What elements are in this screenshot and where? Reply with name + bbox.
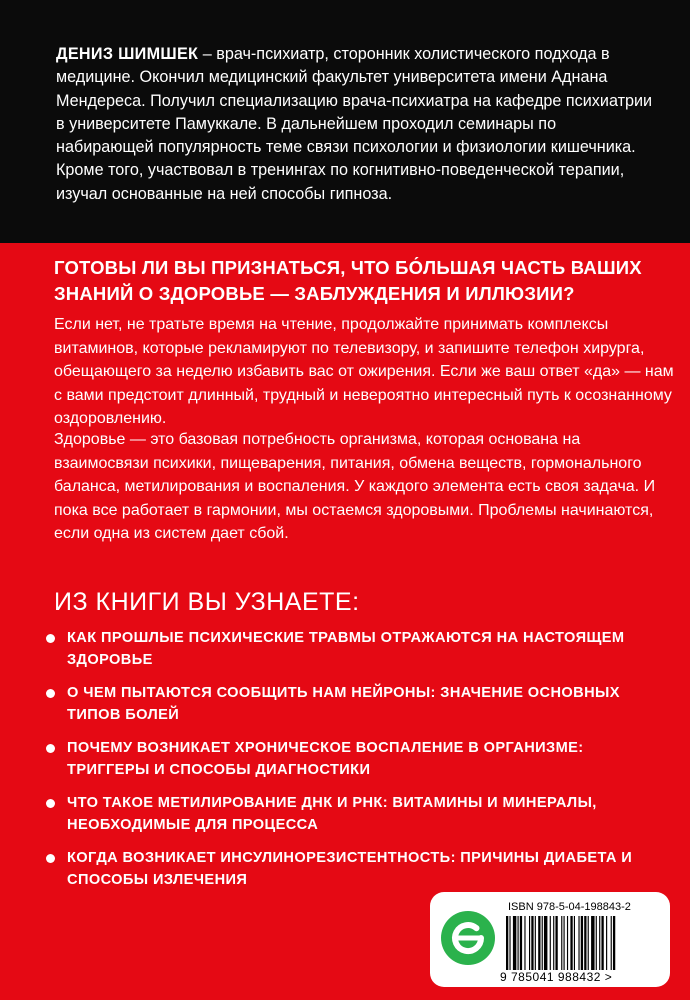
list-item xyxy=(46,627,666,671)
list-item-text: КАК ПРОШЛЫЕ ПСИХИЧЕСКИЕ ТРАВМЫ ОТРАЖАЮТСЯ НА НАСТОЯЩЕМ ЗДОРОВЬЕ xyxy=(67,630,625,668)
list-item xyxy=(46,682,666,726)
description-panel xyxy=(0,243,690,1000)
list-item-text: КОГДА ВОЗНИКАЕТ ИНСУЛИНОРЕЗИСТЕНТНОСТЬ: ПРИЧИНЫ ДИАБЕТА И СПОСОБЫ ИЗЛЕЧЕНИЯ xyxy=(67,850,633,888)
barcode-icon xyxy=(506,916,658,970)
author-bio-panel xyxy=(0,0,690,243)
headline: ГОТОВЫ ЛИ ВЫ ПРИЗНАТЬСЯ, ЧТО БО́ЛЬШАЯ ЧАСТЬ ВАШИХ ЗНАНИЙ О ЗДОРОВЬЕ — ЗАБЛУЖДЕНИЯ И ИЛЛЮЗИИ? xyxy=(54,257,642,304)
list-item-text: ЧТО ТАКОЕ МЕТИЛИРОВАНИЕ ДНК И РНК: ВИТАМИНЫ И МИНЕРАЛЫ, НЕОБХОДИМЫЕ ДЛЯ ПРОЦЕССА xyxy=(67,795,597,833)
ean-text: 9 785041 988432 > xyxy=(500,970,613,984)
bullet-icon xyxy=(46,799,55,808)
bullet-icon xyxy=(46,744,55,753)
bullet-icon xyxy=(46,634,55,643)
author-name: ДЕНИЗ ШИМШЕК xyxy=(56,45,199,63)
list-item xyxy=(46,792,666,836)
list-item-text: ПОЧЕМУ ВОЗНИКАЕТ ХРОНИЧЕСКОЕ ВОСПАЛЕНИЕ В ОРГАНИЗМЕ: ТРИГГЕРЫ И СПОСОБЫ ДИАГНОСТИКИ xyxy=(67,740,584,778)
barcode-box xyxy=(430,892,670,987)
list-item-text: О ЧЕМ ПЫТАЮТСЯ СООБЩИТЬ НАМ НЕЙРОНЫ: ЗНАЧЕНИЕ ОСНОВНЫХ ТИПОВ БОЛЕЙ xyxy=(67,685,620,723)
bullet-icon xyxy=(46,689,55,698)
list-item xyxy=(46,737,666,781)
author-bio-text: – врач-психиатр, сторонник холистического подхода в медицине. Окончил медицинский факультет университета имени Аднана Мендереса. Получил специализацию врача-психиатра на кафедре психиатрии в университете Памуккале. В дальнейшем проходил семинары по набирающей популярность теме связи психологии и физиологии кишечника. Кроме того, участвовал в тренингах по когнитивно-поведенческой терапии, изучал основанные на ней способы гипноза. xyxy=(56,45,653,203)
eksmo-logo-icon xyxy=(438,908,498,968)
bullet-icon xyxy=(46,854,55,863)
isbn-text: ISBN 978-5-04-198843-2 xyxy=(508,901,631,913)
list-item xyxy=(46,847,666,891)
learn-title: ИЗ КНИГИ ВЫ УЗНАЕТЕ: xyxy=(54,588,360,616)
paragraph-1: Если нет, не тратьте время на чтение, продолжайте принимать комплексы витаминов, которые рекламируют по телевизору, и запишите телефон хирурга, обещающего за неделю избавить вас от ожирения. Если же ваш ответ «да» — нам с вами предстоит длинный, трудный и невероятно интересный путь к осознанному оздоровлению. xyxy=(54,316,674,427)
author-bio xyxy=(56,43,656,206)
learn-list xyxy=(46,627,666,902)
paragraph-2: Здоровье — это базовая потребность организма, которая основана на взаимосвязи психики, пищеварения, питания, обмена веществ, гормонального баланса, метилирования и воспаления. У каждого элемента есть своя задача. И пока все работает в гармонии, мы остаемся здоровыми. Проблемы начинаются, если одна из систем дает сбой. xyxy=(54,431,656,542)
